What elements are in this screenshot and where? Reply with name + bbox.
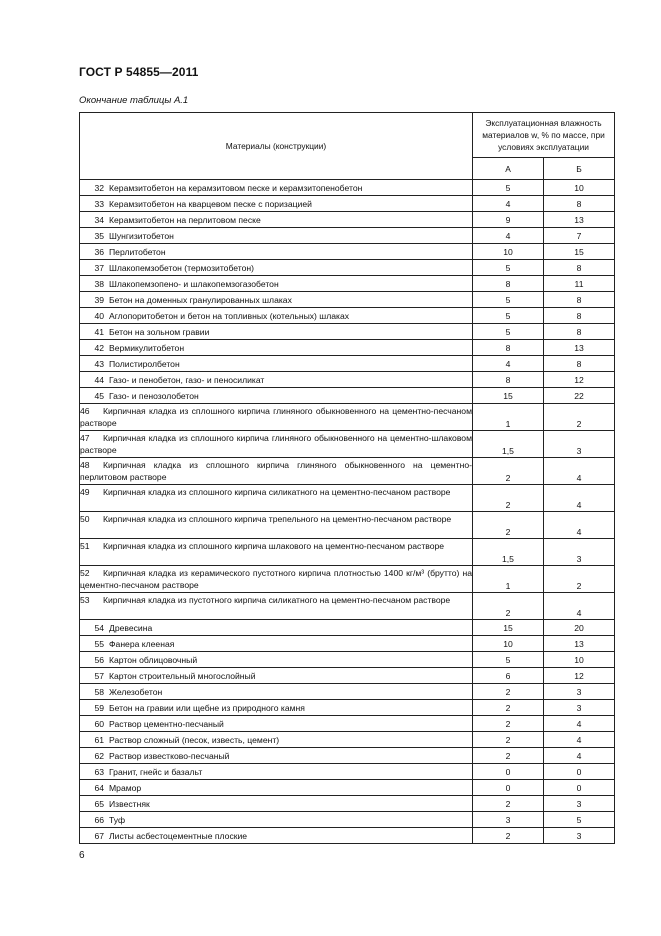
value-b: 20 [544, 620, 615, 636]
material-cell [80, 180, 473, 196]
row-number: 35 [94, 230, 104, 241]
material-cell [80, 431, 473, 458]
material-name: Керамзитобетон на перлитовом песке [109, 214, 261, 225]
material-name: Газо- и пенозолобетон [109, 390, 199, 401]
material-cell [80, 828, 473, 844]
value-b: 4 [544, 748, 615, 764]
value-a: 5 [473, 324, 544, 340]
table-row [80, 732, 615, 748]
value-b: 3 [544, 684, 615, 700]
row-number: 42 [94, 342, 104, 353]
material-name: Древесина [109, 622, 153, 633]
row-number: 44 [94, 374, 104, 385]
material-cell [80, 684, 473, 700]
material-cell [80, 404, 473, 431]
row-number: 33 [94, 198, 104, 209]
material-name: Картон облицовочный [109, 654, 198, 665]
material-name: Кирпичная кладка из сплошного кирпича силикатного на цементно-песчаном растворе [103, 487, 451, 497]
row-number: 48 [80, 460, 90, 470]
table-row [80, 539, 615, 566]
row-number: 58 [94, 686, 104, 697]
value-a: 8 [473, 276, 544, 292]
material-cell [80, 292, 473, 308]
row-number: 45 [94, 390, 104, 401]
material-cell [80, 228, 473, 244]
value-a: 2 [473, 458, 544, 485]
row-number: 57 [94, 670, 104, 681]
table-row [80, 292, 615, 308]
material-cell [80, 308, 473, 324]
value-a: 3 [473, 812, 544, 828]
material-name: Кирпичная кладка из керамического пустотного кирпича плотностью 1400 кг/м³ (брутто) на цементно-песчаном растворе [80, 568, 472, 590]
material-name: Картон строительный многослойный [109, 670, 256, 681]
value-b: 13 [544, 636, 615, 652]
material-cell [80, 748, 473, 764]
value-b: 3 [544, 796, 615, 812]
value-b: 8 [544, 260, 615, 276]
material-cell [80, 796, 473, 812]
value-a: 5 [473, 308, 544, 324]
value-a: 10 [473, 636, 544, 652]
value-b: 0 [544, 764, 615, 780]
material-name: Кирпичная кладка из пустотного кирпича силикатного на цементно-песчаном растворе [103, 595, 451, 605]
value-a: 2 [473, 716, 544, 732]
value-b: 4 [544, 716, 615, 732]
value-a: 15 [473, 388, 544, 404]
value-b: 11 [544, 276, 615, 292]
value-b: 13 [544, 340, 615, 356]
table-row [80, 244, 615, 260]
value-a: 1 [473, 404, 544, 431]
material-name: Шунгизитобетон [109, 230, 174, 241]
material-name: Шлакопемзобетон (термозитобетон) [109, 262, 255, 273]
table-row [80, 512, 615, 539]
material-name: Кирпичная кладка из сплошного кирпича шлакового на цементно-песчаном растворе [103, 541, 445, 551]
value-b: 0 [544, 780, 615, 796]
material-name: Железобетон [109, 686, 163, 697]
table-row [80, 388, 615, 404]
table-row [80, 566, 615, 593]
moisture-table [79, 112, 615, 844]
material-cell [80, 700, 473, 716]
material-name: Туф [109, 814, 126, 825]
row-number: 47 [80, 433, 90, 443]
material-cell [80, 512, 473, 539]
row-number: 55 [94, 638, 104, 649]
table-row [80, 593, 615, 620]
row-number: 66 [94, 814, 104, 825]
material-cell [80, 636, 473, 652]
header-conditions: Эксплуатационная влажность материалов w, % по массе, при условиях эксплуатации [473, 113, 615, 158]
value-b: 4 [544, 485, 615, 512]
table-row [80, 196, 615, 212]
material-name: Керамзитобетон на керамзитовом песке и керамзитопенобетон [109, 182, 363, 193]
table-row [80, 372, 615, 388]
material-cell [80, 372, 473, 388]
table-row [80, 356, 615, 372]
value-a: 2 [473, 485, 544, 512]
material-name: Бетон на зольном гравии [109, 326, 210, 337]
material-name: Листы асбестоцементные плоские [109, 830, 248, 841]
row-number: 65 [94, 798, 104, 809]
value-a: 2 [473, 512, 544, 539]
row-number: 38 [94, 278, 104, 289]
value-a: 0 [473, 780, 544, 796]
value-b: 2 [544, 404, 615, 431]
value-b: 12 [544, 668, 615, 684]
value-b: 5 [544, 812, 615, 828]
value-b: 8 [544, 308, 615, 324]
material-name: Шлакопемзопено- и шлакопемзогазобетон [109, 278, 279, 289]
material-name: Фанера клееная [109, 638, 175, 649]
row-number: 46 [80, 406, 90, 416]
value-b: 4 [544, 512, 615, 539]
value-b: 8 [544, 356, 615, 372]
row-number: 51 [80, 541, 90, 551]
row-number: 53 [80, 595, 90, 605]
material-cell [80, 244, 473, 260]
material-name: Перлитобетон [109, 246, 166, 257]
material-cell [80, 812, 473, 828]
material-cell [80, 196, 473, 212]
material-cell [80, 620, 473, 636]
table-row [80, 700, 615, 716]
row-number: 62 [94, 750, 104, 761]
value-a: 2 [473, 796, 544, 812]
table-row [80, 668, 615, 684]
table-row [80, 458, 615, 485]
table-row [80, 212, 615, 228]
material-name: Бетон на гравии или щебне из природного камня [109, 702, 305, 713]
table-row [80, 431, 615, 458]
table-row [80, 764, 615, 780]
row-number: 40 [94, 310, 104, 321]
table-row [80, 748, 615, 764]
table-row [80, 636, 615, 652]
material-name: Кирпичная кладка из сплошного кирпича глиняного обыкновенного на цементно-песчаном растворе [80, 406, 472, 428]
value-a: 4 [473, 228, 544, 244]
material-name: Кирпичная кладка из сплошного кирпича глиняного обыкновенного на цементно-перлитовом растворе [80, 460, 472, 482]
material-name: Раствор сложный (песок, известь, цемент) [109, 734, 280, 745]
value-a: 0 [473, 764, 544, 780]
material-name: Вермикулитобетон [109, 342, 185, 353]
row-number: 52 [80, 568, 90, 578]
value-a: 5 [473, 260, 544, 276]
table-row [80, 228, 615, 244]
material-name: Известняк [109, 798, 150, 809]
material-name: Полистиролбетон [109, 358, 180, 369]
row-number: 64 [94, 782, 104, 793]
row-number: 32 [94, 182, 104, 193]
row-number: 37 [94, 262, 104, 273]
value-a: 4 [473, 196, 544, 212]
value-b: 3 [544, 700, 615, 716]
material-cell [80, 212, 473, 228]
value-a: 2 [473, 700, 544, 716]
material-cell [80, 260, 473, 276]
value-b: 10 [544, 652, 615, 668]
value-a: 6 [473, 668, 544, 684]
value-b: 8 [544, 292, 615, 308]
value-a: 8 [473, 372, 544, 388]
value-a: 2 [473, 593, 544, 620]
value-b: 8 [544, 324, 615, 340]
value-b: 13 [544, 212, 615, 228]
value-a: 5 [473, 292, 544, 308]
value-b: 4 [544, 458, 615, 485]
header-col-b: Б [544, 158, 615, 180]
row-number: 61 [94, 734, 104, 745]
value-a: 9 [473, 212, 544, 228]
value-b: 15 [544, 244, 615, 260]
table-row [80, 620, 615, 636]
material-cell [80, 764, 473, 780]
table-row [80, 324, 615, 340]
row-number: 56 [94, 654, 104, 665]
value-a: 10 [473, 244, 544, 260]
row-number: 39 [94, 294, 104, 305]
value-b: 3 [544, 539, 615, 566]
table-row [80, 308, 615, 324]
material-name: Гранит, гнейс и базальт [109, 766, 203, 777]
material-cell [80, 668, 473, 684]
page-number: 6 [79, 850, 85, 861]
value-a: 2 [473, 684, 544, 700]
material-cell [80, 276, 473, 292]
document-title: ГОСТ Р 54855—2011 [79, 65, 199, 79]
row-number: 63 [94, 766, 104, 777]
material-cell [80, 732, 473, 748]
value-b: 8 [544, 196, 615, 212]
header-materials: Материалы (конструкции) [80, 113, 473, 180]
value-a: 1 [473, 566, 544, 593]
value-a: 1,5 [473, 539, 544, 566]
table-row [80, 340, 615, 356]
table-row [80, 716, 615, 732]
material-cell [80, 485, 473, 512]
header-col-a: А [473, 158, 544, 180]
material-cell [80, 716, 473, 732]
table-row [80, 796, 615, 812]
value-b: 7 [544, 228, 615, 244]
material-cell [80, 324, 473, 340]
value-b: 4 [544, 732, 615, 748]
row-number: 34 [94, 214, 104, 225]
material-cell [80, 356, 473, 372]
material-name: Кирпичная кладка из сплошного кирпича трепельного на цементно-песчаном растворе [103, 514, 452, 524]
value-a: 8 [473, 340, 544, 356]
material-name: Газо- и пенобетон, газо- и пеносиликат [109, 374, 265, 385]
value-b: 3 [544, 828, 615, 844]
table-row [80, 180, 615, 196]
value-a: 2 [473, 732, 544, 748]
value-a: 4 [473, 356, 544, 372]
value-b: 3 [544, 431, 615, 458]
material-cell [80, 458, 473, 485]
row-number: 36 [94, 246, 104, 257]
table-row [80, 260, 615, 276]
row-number: 60 [94, 718, 104, 729]
table-row [80, 276, 615, 292]
material-cell [80, 388, 473, 404]
value-b: 10 [544, 180, 615, 196]
material-cell [80, 539, 473, 566]
row-number: 41 [94, 326, 104, 337]
table-row [80, 652, 615, 668]
material-name: Мрамор [109, 782, 142, 793]
material-name: Раствор известково-песчаный [109, 750, 230, 761]
table-row [80, 828, 615, 844]
row-number: 67 [94, 830, 104, 841]
table-row [80, 812, 615, 828]
material-name: Бетон на доменных гранулированных шлаках [109, 294, 292, 305]
row-number: 54 [94, 622, 104, 633]
row-number: 59 [94, 702, 104, 713]
material-name: Аглопоритобетон и бетон на топливных (котельных) шлаках [109, 310, 350, 321]
table-row [80, 684, 615, 700]
material-name: Кирпичная кладка из сплошного кирпича глиняного обыкновенного на цементно-шлаковом растворе [80, 433, 472, 455]
material-name: Раствор цементно-песчаный [109, 718, 224, 729]
table-caption: Окончание таблицы А.1 [79, 95, 189, 106]
value-a: 1,5 [473, 431, 544, 458]
table-body [80, 180, 615, 844]
table-row [80, 780, 615, 796]
material-cell [80, 566, 473, 593]
material-name: Керамзитобетон на кварцевом песке с поризацией [109, 198, 312, 209]
material-cell [80, 340, 473, 356]
table-row [80, 485, 615, 512]
value-b: 12 [544, 372, 615, 388]
material-cell [80, 593, 473, 620]
value-b: 2 [544, 566, 615, 593]
table-row [80, 404, 615, 431]
value-a: 5 [473, 652, 544, 668]
material-cell [80, 652, 473, 668]
value-b: 4 [544, 593, 615, 620]
row-number: 43 [94, 358, 104, 369]
row-number: 50 [80, 514, 90, 524]
value-a: 5 [473, 180, 544, 196]
value-a: 2 [473, 748, 544, 764]
row-number: 49 [80, 487, 90, 497]
value-a: 15 [473, 620, 544, 636]
material-cell [80, 780, 473, 796]
value-b: 22 [544, 388, 615, 404]
value-a: 2 [473, 828, 544, 844]
